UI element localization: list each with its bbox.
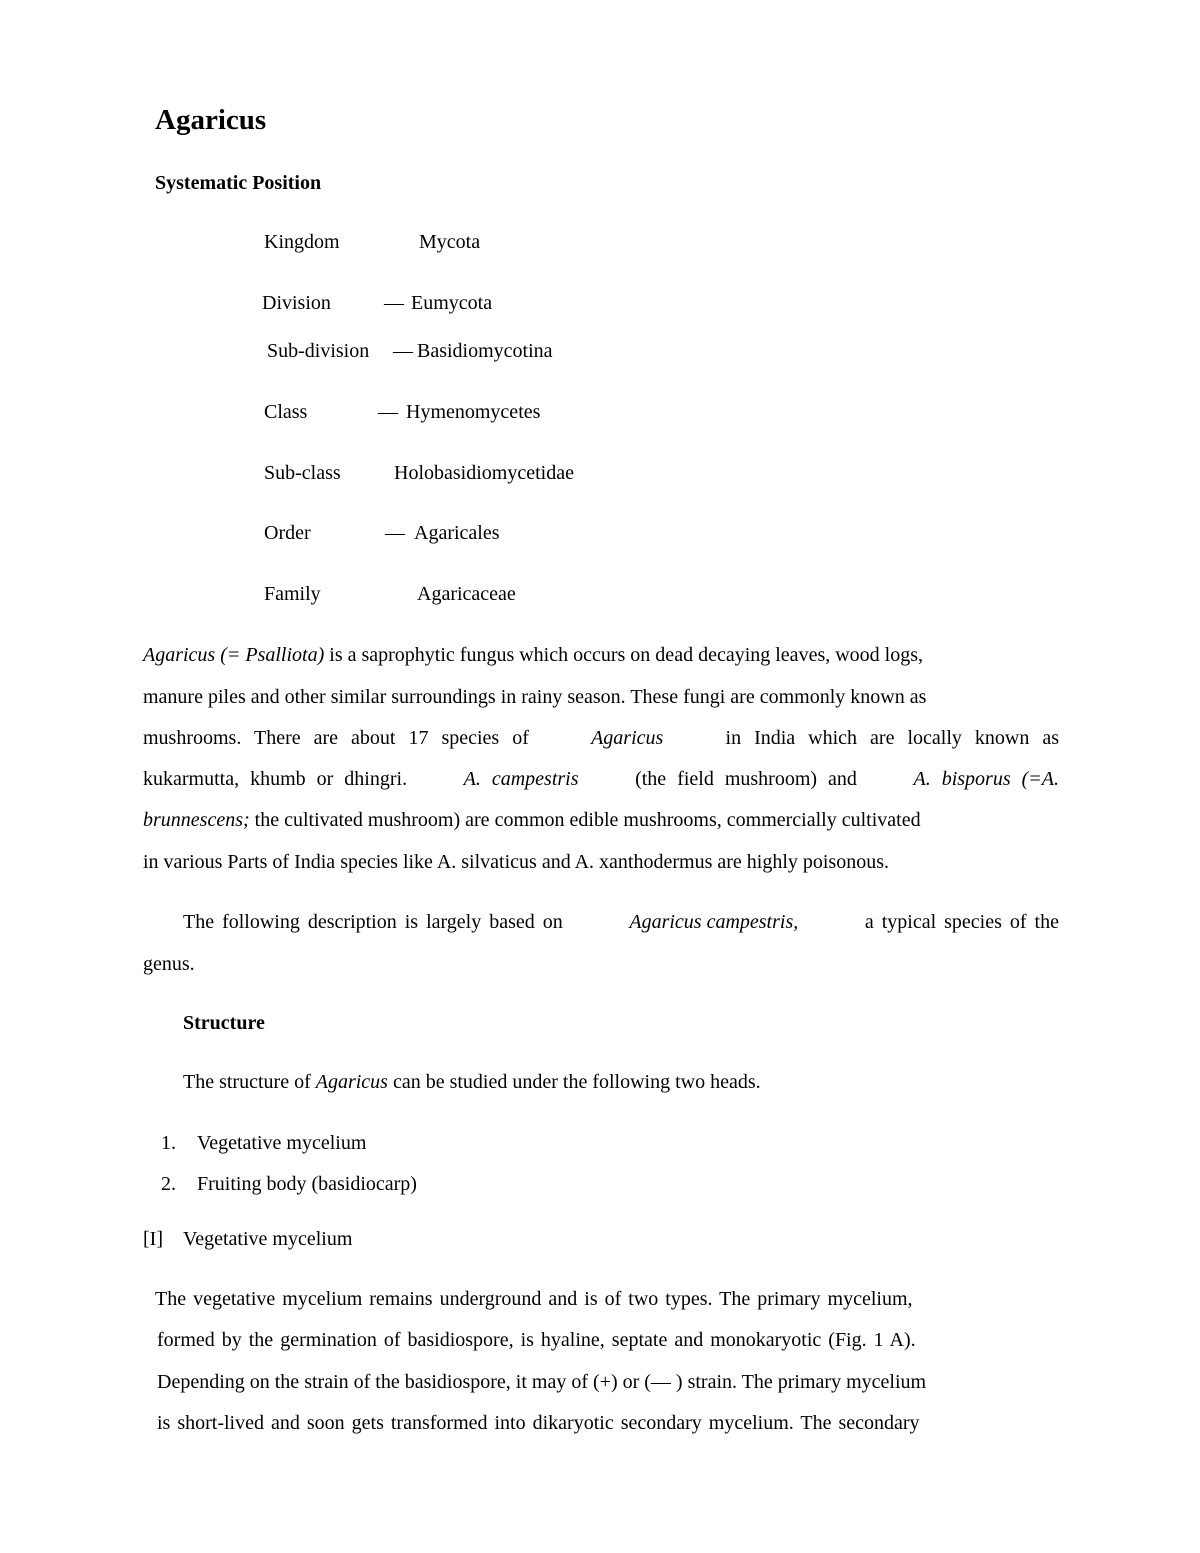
taxonomy-value: Eumycota xyxy=(411,292,493,314)
paragraph-line xyxy=(157,1412,1059,1435)
paragraph-line: in various Parts of India species like A. silvaticus and A. xanthodermus are highly poisonous. xyxy=(143,851,889,873)
paragraph-text: (the field mushroom) and xyxy=(635,768,857,790)
paragraph-text: in India which are locally known as xyxy=(725,727,1059,749)
paragraph-text: The structure of xyxy=(183,1071,316,1093)
paragraph-line xyxy=(143,644,923,667)
italic-term: Agaricus (= Psalliota) xyxy=(143,644,325,666)
paragraph-text: The following description is largely based on xyxy=(183,911,563,933)
paragraph-line: genus. xyxy=(143,953,195,975)
paragraph-line xyxy=(157,1329,1059,1352)
paragraph-text: mushrooms. There are about 17 species of xyxy=(143,727,529,749)
taxonomy-rank: Family xyxy=(264,583,321,605)
section-heading: Vegetative mycelium xyxy=(183,1228,353,1250)
taxonomy-separator: — xyxy=(378,401,398,423)
taxonomy-rank: Class xyxy=(264,401,308,423)
taxonomy-value: Agaricales xyxy=(414,522,500,544)
paragraph-text: Depending on the strain of the basidiospore, it may of (+) or (— ) strain. The primary mycelium xyxy=(157,1371,927,1393)
italic-term: brunnescens; xyxy=(143,809,250,831)
list-number: 2. xyxy=(161,1173,176,1195)
paragraph-line xyxy=(155,1288,1059,1311)
paragraph-line xyxy=(157,1371,1059,1394)
paragraph-line: manure piles and other similar surroundings in rainy season. These fungi are commonly known as xyxy=(143,686,927,708)
paragraph-text: The vegetative mycelium remains underground and is of two types. The primary mycelium, xyxy=(155,1288,913,1310)
italic-term: Agaricus xyxy=(315,1071,388,1093)
italic-term: Agaricus xyxy=(591,727,664,749)
taxonomy-rank: Sub-division xyxy=(267,340,370,362)
paragraph-text: a typical species of the xyxy=(864,911,1059,933)
paragraph-text: can be studied under the following two heads. xyxy=(387,1071,761,1093)
taxonomy-value: Holobasidiomycetidae xyxy=(394,462,574,484)
taxonomy-value: Basidiomycotina xyxy=(417,340,553,362)
taxonomy-separator: — xyxy=(393,340,413,362)
taxonomy-separator: — xyxy=(385,522,405,544)
italic-term: A. campestris xyxy=(463,768,579,790)
section-number: [I] xyxy=(143,1228,163,1250)
list-item: Fruiting body (basidiocarp) xyxy=(197,1173,417,1195)
paragraph-text: is a saprophytic fungus which occurs on dead decaying leaves, wood logs, xyxy=(324,644,924,666)
paragraph-line xyxy=(143,727,1059,750)
italic-term: A. bisporus (=A. xyxy=(913,768,1059,790)
paragraph-line xyxy=(143,809,921,832)
taxonomy-rank: Division xyxy=(262,292,331,314)
taxonomy-rank: Order xyxy=(264,522,311,544)
taxonomy-rank: Kingdom xyxy=(264,231,340,253)
paragraph-text: formed by the germination of basidiospore, is hyaline, septate and monokaryotic (Fig. 1 A). xyxy=(157,1329,916,1351)
paragraph-text: the cultivated mushroom) are common edible mushrooms, commercially cultivated xyxy=(249,809,921,831)
page-title: Agaricus xyxy=(155,104,267,136)
paragraph-text: is short-lived and soon gets transformed into dikaryotic secondary mycelium. The secondary xyxy=(157,1412,920,1434)
structure-heading: Structure xyxy=(183,1012,265,1034)
taxonomy-value: Hymenomycetes xyxy=(406,401,541,423)
paragraph-text: kukarmutta, khumb or dhingri. xyxy=(143,768,408,790)
systematic-position-heading: Systematic Position xyxy=(155,172,322,194)
paragraph-line xyxy=(183,911,1059,934)
taxonomy-value: Agaricaceae xyxy=(417,583,516,605)
taxonomy-rank: Sub-class xyxy=(264,462,341,484)
structure-text xyxy=(183,1071,761,1094)
list-item: Vegetative mycelium xyxy=(197,1132,367,1154)
list-number: 1. xyxy=(161,1132,176,1154)
italic-term: Agaricus campestris, xyxy=(629,911,799,933)
taxonomy-value: Mycota xyxy=(419,231,481,253)
paragraph-line xyxy=(143,768,1059,791)
taxonomy-separator: — xyxy=(384,292,404,314)
